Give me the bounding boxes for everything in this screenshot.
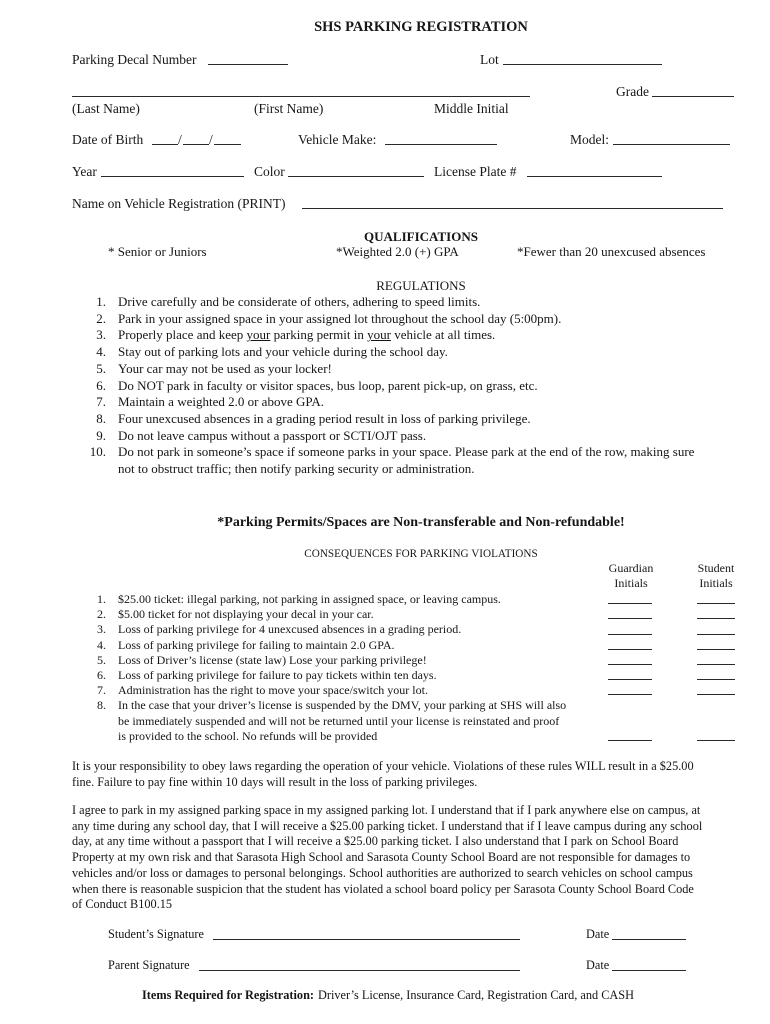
dob-separator: / — [178, 132, 182, 147]
regulation-number: 6. — [96, 377, 106, 393]
agreement-paragraph: I agree to park in my assigned parking space in my assigned parking lot. I understand that if I park anywhere else on campus, at any time during any school day, that I will receive a $25.00 parking ticket. I understand that if I leave campus during any school day, at any time without a passport that I will receive a $25.00 parking ticket. I also understand that I park on School Board Property at my own risk and that Sarasota High School and Sarasota County School Board are not responsible for damages to vehicles and/or loss or damages to personal belongings. School authorities are authorized to search vehicles on school campus when there is reasonable suspicion that the student has violated a school board policy per Sarasota County School Board Code of Conduct B100.15 — [72, 803, 703, 912]
regulation-item — [72, 311, 702, 328]
regulation-text-segment: Do NOT park in faculty or visitor spaces, bus loop, parent pick-up, on grass, etc. — [118, 377, 538, 393]
student-date-field[interactable] — [612, 926, 686, 940]
regulation-text — [118, 344, 698, 361]
student-initials-field[interactable] — [697, 634, 735, 635]
student-initials-field[interactable] — [697, 664, 735, 665]
consequence-text: $25.00 ticket: illegal parking, not parking in assigned space, or leaving campus. — [118, 592, 501, 606]
student-header-line: Initials — [699, 576, 733, 590]
consequence-item — [72, 638, 742, 653]
regulation-text — [118, 294, 698, 311]
regulation-number: 5. — [96, 360, 106, 376]
guardian-header-line: Initials — [614, 576, 648, 590]
regulation-text — [118, 411, 698, 428]
consequence-item — [72, 668, 742, 683]
qualifications-row — [0, 243, 770, 260]
name-labels-row — [0, 100, 770, 117]
regulation-number: 9. — [96, 427, 106, 443]
regulations-title: REGULATIONS — [376, 278, 466, 293]
student-signature-label: Student’s Signature — [108, 927, 204, 941]
guardian-initials-field[interactable] — [608, 618, 652, 619]
regulation-text-segment: Park in your assigned space in your assigned lot throughout the school day (5:00pm). — [118, 310, 562, 326]
consequence-text: $5.00 ticket for not displaying your decal in your car. — [118, 607, 374, 622]
parent-signature-row — [0, 957, 770, 974]
first-name-label: (First Name) — [254, 101, 324, 116]
form-title: SHS PARKING REGISTRATION — [314, 19, 528, 35]
regulation-text-segment: vehicle at all times. — [390, 327, 496, 343]
student-initials-field[interactable] — [697, 603, 735, 604]
consequence-text: Loss of parking privilege for failure to pay tickets within ten days. — [118, 668, 437, 683]
model-label: Model: — [570, 132, 609, 147]
dob-label: Date of Birth — [72, 132, 144, 147]
vehicle-make-label: Vehicle Make: — [298, 132, 377, 147]
year-field[interactable] — [101, 163, 244, 177]
color-field[interactable] — [288, 163, 424, 177]
student-date-label: Date — [586, 927, 610, 941]
consequence-text: Administration has the right to move your space/switch your lot. — [118, 683, 428, 698]
consequence-item — [72, 653, 742, 668]
regulation-item — [72, 378, 702, 395]
consequence-number: 3. — [97, 622, 106, 637]
qualifications-title: QUALIFICATIONS — [364, 229, 478, 244]
non-transferable-notice: *Parking Permits/Spaces are Non-transferable and Non-refundable! — [217, 515, 625, 530]
regulation-text-segment: Four unexcused absences in a grading period result in loss of parking privilege. — [118, 410, 531, 426]
student-initials-field[interactable] — [697, 679, 735, 680]
guardian-initials-field[interactable] — [608, 649, 652, 650]
consequence-number: 6. — [97, 668, 106, 683]
parent-signature-label: Parent Signature — [108, 958, 190, 972]
last-name-label: (Last Name) — [72, 101, 140, 116]
regulation-item — [72, 294, 702, 311]
dob-month-field[interactable] — [152, 131, 178, 145]
dob-day-field[interactable] — [183, 131, 209, 145]
decal-lot-row — [0, 51, 770, 68]
consequence-item — [72, 622, 742, 637]
dob-year-field[interactable] — [214, 131, 241, 145]
consequence-item — [72, 683, 742, 698]
regulation-number: 1. — [96, 294, 106, 309]
consequence-text: Loss of parking privilege for failing to maintain 2.0 GPA. — [118, 637, 395, 652]
regulation-text — [118, 327, 698, 344]
regulation-text — [118, 394, 698, 411]
student-initials-field[interactable] — [697, 649, 735, 650]
regulations-list — [72, 294, 702, 478]
consequence-number: 1. — [97, 592, 106, 606]
qualification-item: *Weighted 2.0 (+) GPA — [336, 244, 459, 259]
regulation-text — [118, 361, 698, 378]
regulation-text-segment: Drive carefully and be considerate of others, adhering to speed limits. — [118, 294, 481, 309]
parent-date-label: Date — [586, 958, 610, 972]
regulation-number: 10. — [89, 444, 106, 460]
lot-label: Lot — [480, 52, 499, 67]
qualification-item: * Senior or Juniors — [108, 244, 207, 259]
decal-number-field[interactable] — [208, 51, 288, 65]
guardian-initials-header — [591, 561, 671, 591]
license-plate-label: License Plate # — [434, 164, 517, 179]
regulation-item — [72, 444, 702, 477]
guardian-initials-field[interactable] — [608, 634, 652, 635]
student-initials-field[interactable] — [697, 618, 735, 619]
consequence-item — [72, 698, 742, 744]
student-initials-header — [676, 561, 756, 591]
guardian-initials-field[interactable] — [608, 740, 652, 741]
regulation-item — [72, 361, 702, 378]
items-required-label: Items Required for Registration: — [141, 988, 315, 1002]
consequence-number: 8. — [97, 698, 106, 713]
student-signature-field[interactable] — [213, 926, 520, 940]
qualification-item: *Fewer than 20 unexcused absences — [517, 244, 706, 259]
regulation-text — [118, 444, 698, 477]
student-initials-field[interactable] — [697, 694, 735, 695]
responsibility-paragraph: It is your responsibility to obey laws regarding the operation of your vehicle. Violations of these rules WILL result in a $25.00 fine. Failure to pay fine within 10 days will result in the loss of parking privileges. — [72, 759, 694, 789]
regulation-item — [72, 344, 702, 361]
student-initials-field[interactable] — [697, 740, 735, 741]
consequences-title: CONSEQUENCES FOR PARKING VIOLATIONS — [304, 548, 538, 560]
dob-vehicle-row — [0, 131, 770, 148]
regulation-text-segment: Do not park in someone’s space if someone parks in your space. Please park at the end of the row, making sure not to obstruct traffic; then notify parking security or administration. — [118, 444, 695, 477]
regulation-number: 3. — [96, 327, 106, 343]
regulation-number: 4. — [96, 344, 106, 360]
dob-separator: / — [209, 132, 213, 147]
grade-label: Grade — [616, 84, 649, 99]
license-plate-field[interactable] — [527, 163, 662, 177]
regulation-text — [118, 378, 698, 395]
student-signature-row — [0, 926, 770, 943]
model-field[interactable] — [613, 131, 730, 145]
regulation-text-segment: Do not leave campus without a passport or SCTI/OJT pass. — [118, 427, 427, 443]
parent-signature-field[interactable] — [199, 957, 520, 971]
regulation-text-segment: Your car may not be used as your locker! — [118, 360, 332, 376]
regulation-number: 2. — [96, 310, 106, 326]
year-color-plate-row — [0, 163, 770, 180]
color-label: Color — [254, 164, 285, 179]
consequence-number: 2. — [97, 607, 106, 622]
registration-name-field[interactable] — [302, 195, 723, 209]
regulation-text-segment: parking permit in — [270, 327, 368, 343]
parent-date-field[interactable] — [612, 957, 686, 971]
name-grade-row — [0, 83, 770, 100]
underlined-word: your — [246, 327, 271, 343]
regulation-text-segment: Properly place and keep — [118, 327, 247, 343]
regulation-number: 7. — [96, 394, 106, 410]
consequence-text: Loss of parking privilege for 4 unexcused absences in a grading period. — [118, 622, 462, 637]
regulation-item — [72, 411, 702, 428]
regulation-item — [72, 394, 702, 411]
regulation-number: 8. — [96, 410, 106, 426]
regulation-item — [72, 428, 702, 445]
consequence-item — [72, 607, 742, 622]
registration-name-label: Name on Vehicle Registration (PRINT) — [72, 196, 286, 211]
regulation-text-segment: Stay out of parking lots and your vehicle during the school day. — [118, 344, 448, 360]
consequence-number: 4. — [97, 637, 106, 652]
guardian-initials-field[interactable] — [608, 664, 652, 665]
full-name-field[interactable] — [72, 83, 530, 97]
guardian-initials-field[interactable] — [608, 679, 652, 680]
vehicle-make-field[interactable] — [385, 131, 497, 145]
student-header-line: Student — [697, 561, 735, 575]
consequence-text: Loss of Driver’s license (state law) Lose your parking privilege! — [118, 652, 427, 667]
guardian-header-line: Guardian — [608, 561, 654, 575]
regulation-item — [72, 327, 702, 344]
lot-field[interactable] — [503, 51, 662, 65]
items-required-text: Driver’s License, Insurance Card, Registration Card, and CASH — [318, 988, 635, 1002]
guardian-initials-field[interactable] — [608, 603, 652, 604]
registration-name-row — [0, 195, 770, 212]
items-required-line — [40, 987, 736, 1004]
consequences-list — [72, 592, 742, 744]
regulation-text — [118, 428, 698, 445]
consequence-number: 5. — [97, 652, 106, 667]
year-label: Year — [72, 164, 97, 179]
consequence-number: 7. — [97, 683, 106, 698]
decal-number-label: Parking Decal Number — [72, 52, 197, 67]
underlined-word: your — [367, 327, 391, 343]
guardian-initials-field[interactable] — [608, 694, 652, 695]
consequence-item — [72, 592, 742, 607]
regulation-text — [118, 311, 698, 328]
grade-field[interactable] — [652, 83, 734, 97]
middle-initial-label: Middle Initial — [434, 101, 509, 116]
regulation-text-segment: Maintain a weighted 2.0 or above GPA. — [118, 394, 325, 410]
consequence-text: In the case that your driver’s license is suspended by the DMV, your parking at SHS will also be immediately suspended and will not be returned until your license is reinstated and proof is provided to the school. No refunds will be provided — [118, 698, 567, 743]
